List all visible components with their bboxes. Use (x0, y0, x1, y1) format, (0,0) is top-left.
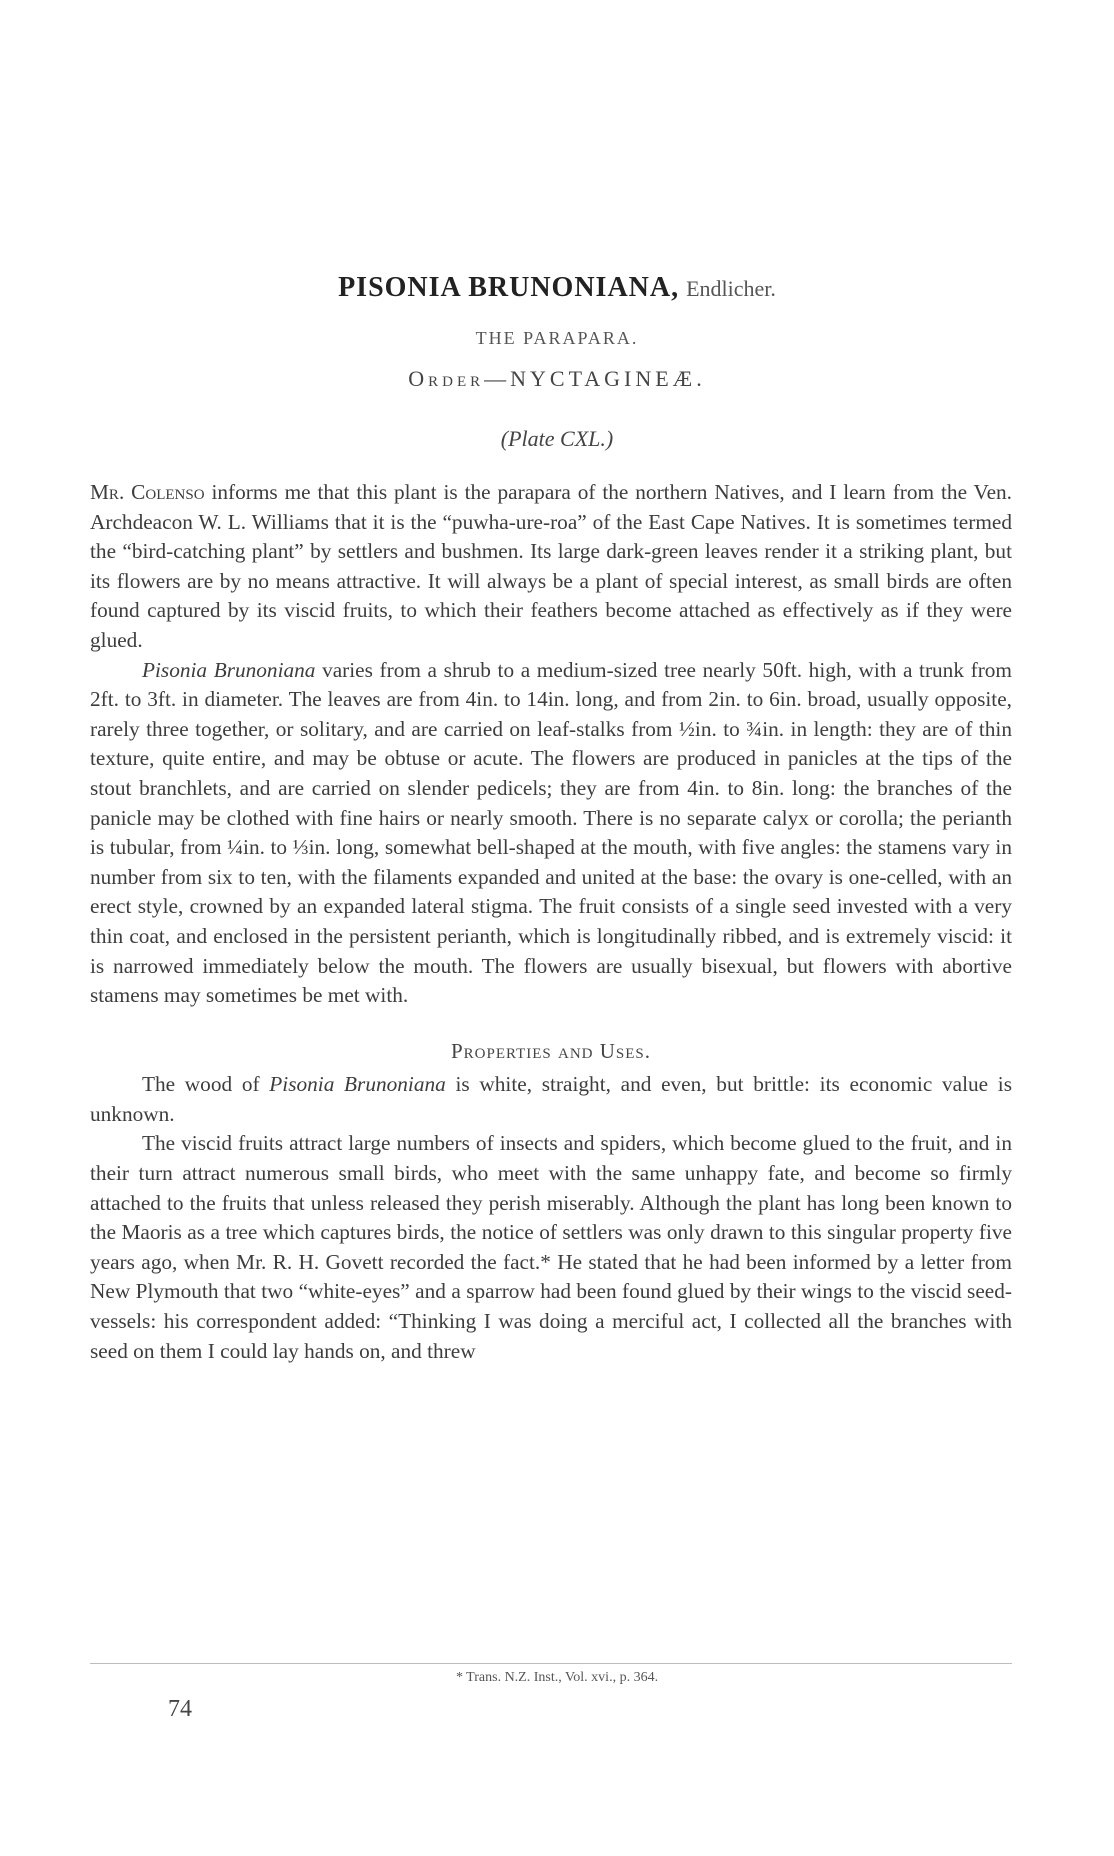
paragraph-text: informs me that this plant is the parapara of the northern Natives, and I learn from the Ven. Archdeacon W. L. Williams that it is the “puwha-ure-roa” of the East Cape Natives. It is sometimes termed the “bird-catching plant” by settlers and bushmen. Its large dark-green leaves render it a striking plant, but its flowers are by no means attractive. It will always be a plant of special interest, as small birds are often found captured by its viscid fruits, to which their feathers become attached as effectively as if they were glued. (90, 480, 1012, 652)
paragraph-intro (90, 478, 1012, 656)
paragraph-text: The wood of (142, 1072, 270, 1097)
footnote: * Trans. N.Z. Inst., Vol. xvi., p. 364. (455, 1670, 659, 1685)
section-heading: Properties and Uses. (450, 1038, 652, 1063)
body-text (90, 478, 1012, 1366)
paragraph-wood (90, 1070, 1012, 1129)
paragraph-lead: Mr. Colenso (90, 480, 205, 504)
page-title (0, 270, 1114, 307)
paragraph-description (90, 656, 1012, 1011)
species-italic: Pisonia Brunoniana (269, 1072, 446, 1097)
page-number: 74 (168, 1696, 192, 1722)
species-italic: Pisonia Brunoniana (142, 657, 316, 682)
common-name: THE PARAPARA. (475, 328, 639, 348)
plate-reference: (Plate CXL.) (500, 426, 614, 451)
species-name: PISONIA BRUNONIANA, (338, 272, 680, 303)
paragraph-text: is white, straight, and even, but brittle: its economic value is unknown. (90, 1072, 1012, 1126)
footnote-divider (90, 1663, 1012, 1664)
order-heading: Order—NYCTAGINEÆ. (408, 366, 706, 391)
species-author: Endlicher. (686, 276, 776, 301)
paragraph-fruits: The viscid fruits attract large numbers of insects and spiders, which become glued to the fruit, and in their turn attract numerous small birds, who meet with the same unhappy fate, and become so firmly attached to the fruits that unless released they perish miserably. Although the plant has long been known to the Maoris as a tree which captures birds, the notice of settlers was only drawn to this singular property five years ago, when Mr. R. H. Govett recorded the fact.* He stated that he had been informed by a letter from New Plymouth that two “white-eyes” and a sparrow had been found glued by their wings to the viscid seed-vessels: his correspondent added: “Thinking I was doing a merciful act, I collected all the branches with seed on them I could lay hands on, and threw (90, 1131, 1012, 1363)
paragraph-text: varies from a shrub to a medium-sized tree nearly 50ft. high, with a trunk from 2ft. to 3ft. in diameter. The leaves are from 4in. to 14in. long, and from 2in. to 6in. broad, usually opposite, rarely three together, or solitary, and are carried on leaf-stalks from ½in. to ¾in. in length: they are of thin texture, quite entire, and may be obtuse or acute. The flowers are produced in panicles at the tips of the stout branchlets, and are carried on slender pedicels; they are from 4in. to 8in. long: the branches of the panicle may be clothed with fine hairs or nearly smooth. There is no separate calyx or corolla; the perianth is tubular, from ¼in. to ⅓in. long, somewhat bell-shaped at the mouth, with five angles: the stamens vary in number from six to ten, with the filaments expanded and united at the base: the ovary is one-celled, with an erect style, crowned by an expanded lateral stigma. The fruit consists of a single seed invested with a very thin coat, and enclosed in the persistent perianth, which is longitudinally ribbed, and is extremely viscid: it is narrowed immediately below the mouth. The flowers are usually bisexual, but flowers with abortive stamens may sometimes be met with. (90, 657, 1012, 1008)
